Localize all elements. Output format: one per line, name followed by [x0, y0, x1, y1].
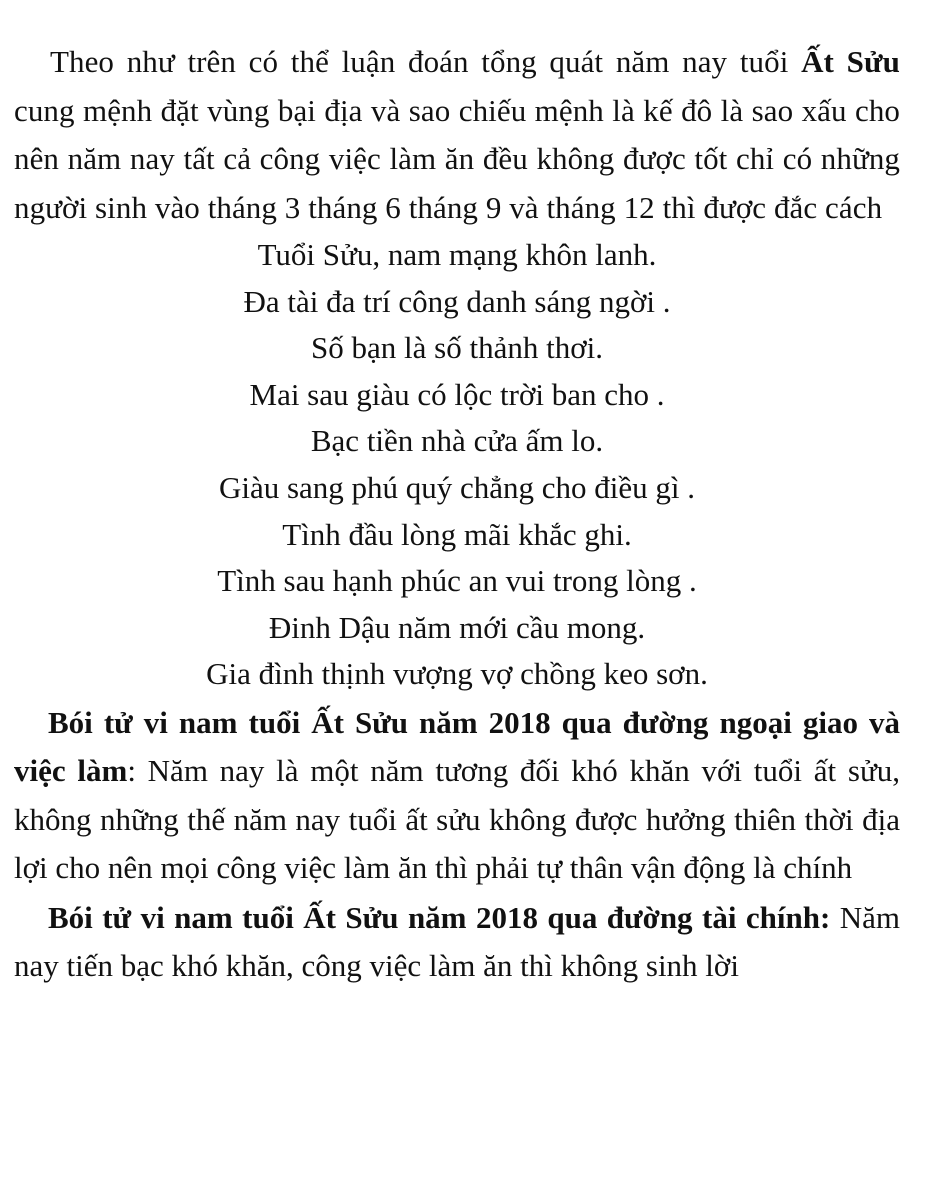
poem-block — [14, 232, 900, 698]
document-page — [14, 38, 900, 991]
career-heading: Bói tử vi nam tuổi Ất Sửu năm 2018 qua đường ngoại giao và việc làm — [14, 704, 900, 789]
finance-heading: Bói tử vi nam tuổi Ất Sửu năm 2018 qua đường tài chính: — [48, 899, 831, 935]
poem-line: Đa tài đa trí công danh sáng ngời . — [243, 283, 671, 319]
intro-text-start: Theo như trên có thể luận đoán tổng quát năm nay tuổi — [50, 44, 802, 79]
poem-line: Tình sau hạnh phúc an vui trong lòng . — [217, 563, 697, 599]
finance-section — [14, 894, 900, 991]
finance-body: Năm nay tiến bạc khó khăn, công việc làm ăn thì không sinh lời — [14, 899, 900, 984]
career-paragraph — [14, 699, 900, 893]
poem-line: Tình đầu lòng mãi khắc ghi. — [282, 516, 632, 552]
poem-line: Giàu sang phú quý chẳng cho điều gì . — [218, 469, 696, 505]
poem-line: Mai sau giàu có lộc trời ban cho . — [249, 376, 665, 412]
poem-line: Số bạn là số thảnh thơi. — [311, 330, 603, 366]
finance-paragraph — [14, 894, 900, 991]
career-body: : Năm nay là một năm tương đối khó khăn với tuổi ất sửu, không những thế năm nay tuổi ất sửu không được hưởng thiên thời địa lợi cho nên mọi công việc làm ăn thì phải tự thân vận động là chính — [14, 753, 900, 886]
intro-bold-name: Ất Sửu — [801, 44, 900, 79]
poem-line: Gia đình thịnh vượng vợ chồng keo sơn. — [206, 656, 708, 692]
poem-line: Tuổi Sửu, nam mạng khôn lanh. — [257, 237, 657, 272]
intro-paragraph — [14, 38, 900, 232]
poem-line: Bạc tiền nhà cửa ấm lo. — [310, 423, 604, 459]
poem-line: Đinh Dậu năm mới cầu mong. — [268, 609, 646, 645]
intro-text — [14, 38, 900, 232]
career-section — [14, 699, 900, 893]
intro-text-rest: cung mệnh đặt vùng bại địa và sao chiếu mệnh là kế đô là sao xấu cho nên năm nay tất cả công việc làm ăn đều không được tốt chỉ có những người sinh vào tháng 3 tháng 6 tháng 9 và tháng 12 thì được đắc cách — [14, 92, 900, 225]
